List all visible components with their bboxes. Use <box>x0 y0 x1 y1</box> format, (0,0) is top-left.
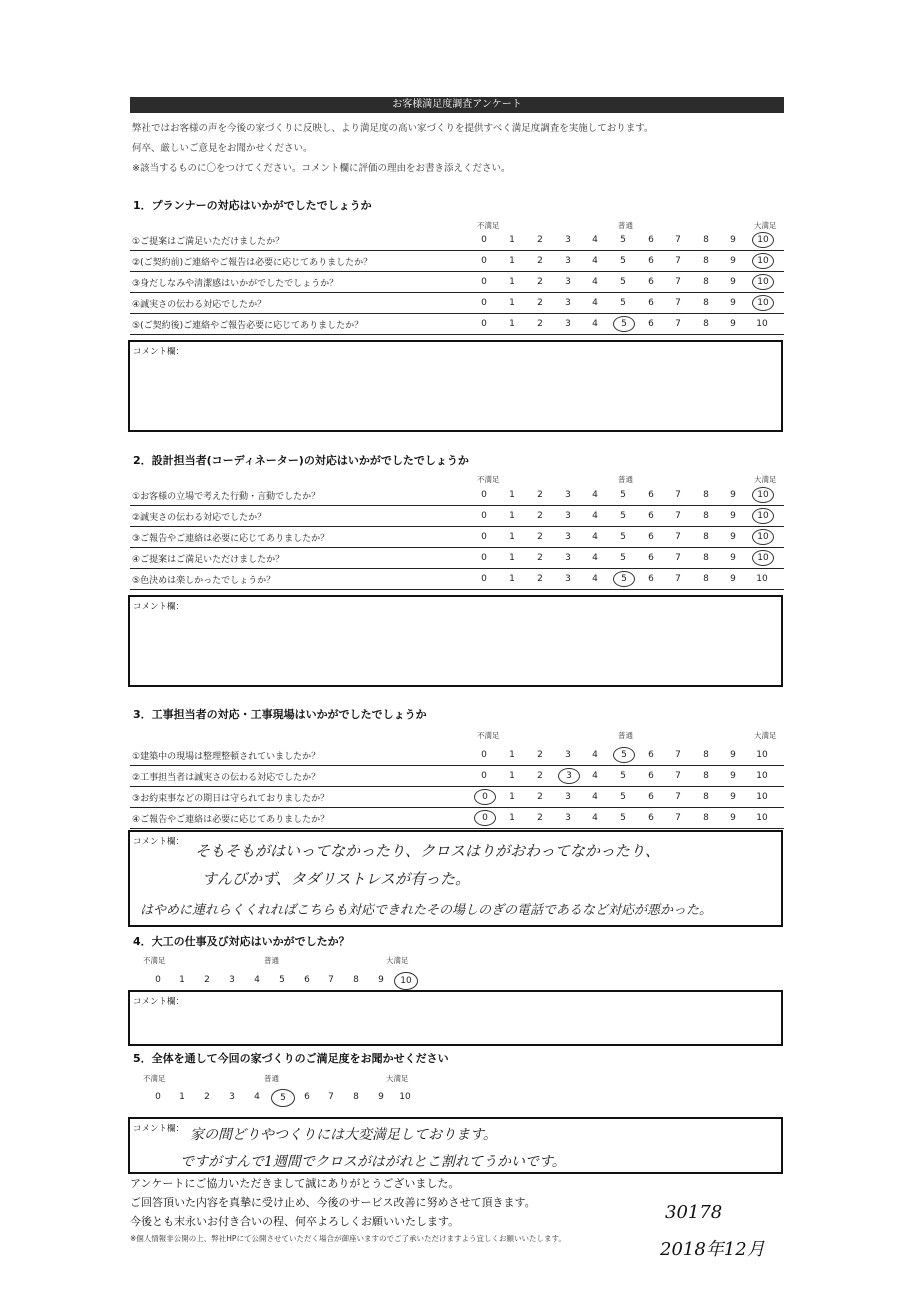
rating-option[interactable]: 9 <box>730 235 736 245</box>
rating-option[interactable]: 6 <box>304 1092 310 1102</box>
rating-option[interactable]: 1 <box>179 975 185 985</box>
rating-option[interactable]: 3 <box>565 511 571 521</box>
section2-comment-box[interactable] <box>128 595 783 687</box>
rating-option[interactable]: 7 <box>675 750 681 760</box>
rating-option[interactable]: 10 <box>756 750 768 760</box>
rating-option[interactable]: 5 <box>620 235 626 245</box>
rating-option[interactable]: 8 <box>703 813 709 823</box>
handwritten-comment-line-2: ですがすんで1週間でクロスがはがれとこ割れてうかいです。 <box>180 1154 566 1170</box>
section4-comment-box[interactable] <box>128 990 783 1046</box>
rating-option[interactable]: 1 <box>509 553 515 563</box>
scale-high-label: 大満足 <box>754 475 777 484</box>
selected-rating[interactable]: 5 <box>613 747 635 763</box>
selected-rating[interactable]: 10 <box>752 487 774 503</box>
rating-option[interactable]: 1 <box>509 256 515 266</box>
rating-option[interactable]: 3 <box>565 532 571 542</box>
rating-option[interactable]: 6 <box>648 235 654 245</box>
rating-option[interactable]: 3 <box>565 490 571 500</box>
section3-title: 3．工事担当者の対応・工事現場はいかがでしたでしょうか <box>133 708 427 721</box>
rating-option[interactable]: 8 <box>703 771 709 781</box>
rating-option[interactable]: 9 <box>730 813 736 823</box>
closing-line-2: ご回答頂いた内容を真摯に受け止め、今後のサービス改善に努めさせて頂きます。 <box>130 1196 536 1209</box>
rating-option[interactable]: 0 <box>481 319 487 329</box>
survey-title-bar: お客様満足度調査アンケート <box>130 97 784 113</box>
rating-option[interactable]: 6 <box>648 750 654 760</box>
rating-option[interactable]: 8 <box>703 298 709 308</box>
selected-rating[interactable]: 10 <box>394 972 418 990</box>
rating-option[interactable]: 2 <box>537 792 543 802</box>
rating-option[interactable]: 1 <box>509 298 515 308</box>
question-text: ⑤色決めは楽しかったでしょうか？ <box>132 576 276 586</box>
intro-line-2: 何卒、厳しいご意見をお聞かせください。 <box>132 143 313 154</box>
comment-label: コメント欄： <box>133 602 185 612</box>
rating-option[interactable]: 1 <box>509 490 515 500</box>
selected-rating[interactable]: 5 <box>613 571 635 587</box>
rating-option[interactable]: 4 <box>592 319 598 329</box>
rating-option[interactable]: 4 <box>254 975 260 985</box>
rating-option[interactable]: 3 <box>565 813 571 823</box>
rating-option[interactable]: 7 <box>675 256 681 266</box>
survey-date: 2018年12月 <box>660 1239 765 1260</box>
rating-option[interactable]: 9 <box>730 574 736 584</box>
question-text: ④ご提案はご満足いただけましたか？ <box>132 555 285 565</box>
rating-option[interactable]: 4 <box>592 277 598 287</box>
rating-option[interactable]: 8 <box>703 490 709 500</box>
question-text: ④誠実さの伝わる対応でしたか？ <box>132 300 267 310</box>
rating-option[interactable]: 9 <box>730 256 736 266</box>
selected-rating[interactable]: 10 <box>752 508 774 524</box>
rating-option[interactable]: 0 <box>481 553 487 563</box>
rating-option[interactable]: 0 <box>481 490 487 500</box>
rating-option[interactable]: 6 <box>648 553 654 563</box>
rating-option[interactable]: 2 <box>537 771 543 781</box>
rating-option[interactable]: 8 <box>703 235 709 245</box>
selected-rating[interactable]: 0 <box>474 789 496 805</box>
rating-option[interactable]: 0 <box>481 750 487 760</box>
question-text: ②誠実さの伝わる対応でしたか？ <box>132 513 267 523</box>
rating-option[interactable]: 0 <box>155 1092 161 1102</box>
rating-option[interactable]: 9 <box>378 975 384 985</box>
rating-option[interactable]: 7 <box>675 553 681 563</box>
question-text: ⑤(ご契約後)ご連絡やご報告必要に応じてありましたか？ <box>132 321 364 331</box>
scale-high-label: 大満足 <box>754 731 777 740</box>
comment-label: コメント欄： <box>133 837 185 847</box>
scale-low-label: 不満足 <box>477 475 500 484</box>
rating-option[interactable]: 3 <box>565 277 571 287</box>
section1-comment-box[interactable] <box>128 340 783 432</box>
rating-option[interactable]: 9 <box>730 553 736 563</box>
rating-option[interactable]: 3 <box>565 750 571 760</box>
rating-option[interactable]: 8 <box>353 975 359 985</box>
rating-option[interactable]: 9 <box>378 1092 384 1102</box>
rating-option[interactable]: 1 <box>509 792 515 802</box>
rating-option[interactable]: 2 <box>537 532 543 542</box>
selected-rating[interactable]: 10 <box>752 550 774 566</box>
rating-option[interactable]: 6 <box>648 813 654 823</box>
rating-option[interactable]: 5 <box>620 256 626 266</box>
scale-mid-label: 普通 <box>618 731 633 740</box>
question-text: ③ご報告やご連絡は必要に応じてありましたか？ <box>132 534 330 544</box>
question-text: ②工事担当者は誠実さの伝わる対応でしたか？ <box>132 773 321 783</box>
question-row <box>130 548 784 569</box>
rating-option[interactable]: 6 <box>648 490 654 500</box>
scale-low-label: 不満足 <box>143 1074 166 1083</box>
rating-option[interactable]: 1 <box>509 532 515 542</box>
rating-option[interactable]: 3 <box>565 298 571 308</box>
rating-option[interactable]: 8 <box>703 511 709 521</box>
rating-option[interactable]: 9 <box>730 792 736 802</box>
handwritten-comment-line-2: すんびかず、タダリストレスが有った。 <box>202 870 471 888</box>
rating-option[interactable]: 3 <box>565 553 571 563</box>
rating-option[interactable]: 6 <box>648 574 654 584</box>
question-text: ②(ご契約前)ご連絡やご報告は必要に応じてありましたか？ <box>132 258 373 268</box>
rating-option[interactable]: 4 <box>254 1092 260 1102</box>
question-text: ①建築中の現場は整理整頓されていましたか？ <box>132 752 321 762</box>
question-row <box>130 485 784 506</box>
selected-rating[interactable]: 3 <box>558 768 580 784</box>
rating-option[interactable]: 4 <box>592 750 598 760</box>
rating-option[interactable]: 10 <box>399 1092 411 1102</box>
rating-option[interactable]: 1 <box>509 574 515 584</box>
rating-option[interactable]: 2 <box>537 490 543 500</box>
rating-option[interactable]: 7 <box>675 490 681 500</box>
rating-option[interactable]: 6 <box>648 256 654 266</box>
rating-option[interactable]: 6 <box>648 532 654 542</box>
rating-option[interactable]: 10 <box>756 771 768 781</box>
rating-option[interactable]: 0 <box>481 574 487 584</box>
rating-option[interactable]: 7 <box>675 235 681 245</box>
question-text: ③お約束事などの期日は守られておりましたか？ <box>132 794 330 804</box>
question-row <box>130 506 784 527</box>
question-row <box>130 230 784 251</box>
rating-option[interactable]: 3 <box>565 792 571 802</box>
rating-option[interactable]: 10 <box>756 813 768 823</box>
rating-option[interactable]: 9 <box>730 771 736 781</box>
rating-option[interactable]: 9 <box>730 277 736 287</box>
rating-option[interactable]: 1 <box>509 750 515 760</box>
rating-option[interactable]: 1 <box>509 511 515 521</box>
intro-line-3: ※該当するものに〇をつけてください。コメント欄に評価の理由をお書き添えください。 <box>132 163 511 174</box>
rating-option[interactable]: 4 <box>592 813 598 823</box>
rating-option[interactable]: 7 <box>328 1092 334 1102</box>
section5-title: 5．全体を通して今回の家づくりのご満足度をお聞かせください <box>133 1052 449 1065</box>
question-text: ④ご報告やご連絡は必要に応じてありましたか？ <box>132 815 330 825</box>
selected-rating[interactable]: 5 <box>271 1089 295 1107</box>
rating-option[interactable]: 7 <box>675 511 681 521</box>
scale-high-label: 大満足 <box>754 221 777 230</box>
selected-rating[interactable]: 10 <box>752 529 774 545</box>
rating-option[interactable]: 3 <box>565 235 571 245</box>
rating-option[interactable]: 6 <box>648 792 654 802</box>
rating-option[interactable]: 6 <box>648 277 654 287</box>
rating-option[interactable]: 3 <box>565 256 571 266</box>
rating-option[interactable]: 0 <box>481 298 487 308</box>
rating-option[interactable]: 6 <box>648 319 654 329</box>
rating-option[interactable]: 7 <box>675 319 681 329</box>
rating-option[interactable]: 1 <box>509 277 515 287</box>
rating-option[interactable]: 0 <box>481 771 487 781</box>
rating-option[interactable]: 10 <box>756 574 768 584</box>
selected-rating[interactable]: 5 <box>613 316 635 332</box>
rating-option[interactable]: 5 <box>620 490 626 500</box>
scale-high-label: 大満足 <box>386 956 409 965</box>
closing-line-3: 今後とも末永いお付き合いの程、何卒よろしくお願いいたします。 <box>130 1215 460 1228</box>
question-row <box>130 272 784 293</box>
rating-option[interactable]: 4 <box>592 490 598 500</box>
rating-option[interactable]: 7 <box>675 298 681 308</box>
rating-option[interactable]: 4 <box>592 298 598 308</box>
selected-rating[interactable]: 0 <box>474 810 496 826</box>
rating-option[interactable]: 7 <box>675 277 681 287</box>
scale-mid-label: 普通 <box>618 475 633 484</box>
section2-title: 2．設計担当者(コーディネーター)の対応はいかがでしたでしょうか <box>133 454 469 467</box>
question-row <box>130 314 784 335</box>
rating-option[interactable]: 8 <box>353 1092 359 1102</box>
rating-option[interactable]: 0 <box>481 256 487 266</box>
intro-line-1: 弊社ではお客様の声を今後の家づくりに反映し、より満足度の高い家づくりを提供すべく満足度調査を実施しております。 <box>132 123 654 134</box>
rating-option[interactable]: 6 <box>648 511 654 521</box>
rating-option[interactable]: 4 <box>592 532 598 542</box>
scale-mid-label: 普通 <box>618 221 633 230</box>
rating-option[interactable]: 1 <box>509 813 515 823</box>
rating-option[interactable]: 5 <box>620 792 626 802</box>
rating-option[interactable]: 3 <box>565 319 571 329</box>
rating-option[interactable]: 2 <box>204 1092 210 1102</box>
handwritten-comment-line-3: はやめに連れらくくれればこちらも対応できれたその場しのぎの電話であるなど対応が悪かった。 <box>140 903 713 918</box>
rating-option[interactable]: 5 <box>620 553 626 563</box>
scale-high-label: 大満足 <box>386 1074 409 1083</box>
survey-id-number: 30178 <box>665 1202 723 1223</box>
question-row <box>130 251 784 272</box>
rating-option[interactable]: 8 <box>703 277 709 287</box>
rating-option[interactable]: 4 <box>592 235 598 245</box>
rating-option[interactable]: 7 <box>675 771 681 781</box>
selected-rating[interactable]: 10 <box>752 253 774 269</box>
rating-option[interactable]: 8 <box>703 256 709 266</box>
rating-option[interactable]: 8 <box>703 532 709 542</box>
rating-option[interactable]: 7 <box>675 532 681 542</box>
rating-option[interactable]: 5 <box>620 511 626 521</box>
comment-label: コメント欄： <box>133 997 185 1007</box>
rating-option[interactable]: 8 <box>703 553 709 563</box>
rating-option[interactable]: 7 <box>675 792 681 802</box>
rating-option[interactable]: 5 <box>620 532 626 542</box>
rating-option[interactable]: 7 <box>328 975 334 985</box>
rating-option[interactable]: 5 <box>620 277 626 287</box>
rating-option[interactable]: 2 <box>537 235 543 245</box>
section1-title: 1．プランナーの対応はいかがでしたでしょうか <box>133 199 372 212</box>
rating-option[interactable]: 2 <box>204 975 210 985</box>
rating-option[interactable]: 9 <box>730 511 736 521</box>
rating-option[interactable]: 10 <box>756 792 768 802</box>
question-row <box>130 808 784 829</box>
rating-option[interactable]: 2 <box>537 256 543 266</box>
rating-option[interactable]: 1 <box>179 1092 185 1102</box>
rating-option[interactable]: 2 <box>537 574 543 584</box>
rating-option[interactable]: 0 <box>481 511 487 521</box>
rating-option[interactable]: 9 <box>730 319 736 329</box>
scale-low-label: 不満足 <box>477 731 500 740</box>
scale-low-label: 不満足 <box>143 956 166 965</box>
rating-option[interactable]: 4 <box>592 574 598 584</box>
rating-option[interactable]: 6 <box>648 298 654 308</box>
question-text: ③身だしなみや清潔感はいかがでしたでしょうか？ <box>132 279 339 289</box>
rating-option[interactable]: 1 <box>509 235 515 245</box>
section4-title: 4．大工の仕事及び対応はいかがでしたか？ <box>133 935 350 948</box>
rating-option[interactable]: 2 <box>537 511 543 521</box>
rating-option[interactable]: 2 <box>537 277 543 287</box>
handwritten-comment-line-1: 家の間どりやつくりには大変満足しております。 <box>190 1127 497 1143</box>
rating-option[interactable]: 4 <box>592 256 598 266</box>
scale-mid-label: 普通 <box>264 956 279 965</box>
rating-option[interactable]: 8 <box>703 750 709 760</box>
rating-option[interactable]: 2 <box>537 319 543 329</box>
rating-option[interactable]: 9 <box>730 490 736 500</box>
rating-option[interactable]: 2 <box>537 553 543 563</box>
section5-comment-box[interactable] <box>128 1117 783 1174</box>
rating-option[interactable]: 1 <box>509 771 515 781</box>
rating-option[interactable]: 9 <box>730 750 736 760</box>
rating-option[interactable]: 8 <box>703 574 709 584</box>
rating-option[interactable]: 4 <box>592 771 598 781</box>
question-row <box>130 766 784 787</box>
rating-option[interactable]: 6 <box>648 771 654 781</box>
rating-option[interactable]: 3 <box>229 975 235 985</box>
selected-rating[interactable]: 10 <box>752 232 774 248</box>
rating-option[interactable]: 9 <box>730 532 736 542</box>
rating-option[interactable]: 5 <box>620 771 626 781</box>
question-row <box>130 293 784 314</box>
rating-option[interactable]: 5 <box>620 813 626 823</box>
rating-option[interactable]: 0 <box>481 277 487 287</box>
rating-option[interactable]: 3 <box>565 574 571 584</box>
privacy-footnote: ※個人情報非公開の上、弊社HPにて公開させていただく場合が御座いますのでご了承いただけますよう宜しくお願いいたします。 <box>130 1234 566 1243</box>
rating-option[interactable]: 4 <box>592 553 598 563</box>
rating-option[interactable]: 2 <box>537 750 543 760</box>
rating-option[interactable]: 10 <box>756 319 768 329</box>
scale-mid-label: 普通 <box>264 1074 279 1083</box>
rating-option[interactable]: 3 <box>229 1092 235 1102</box>
rating-option[interactable]: 4 <box>592 792 598 802</box>
rating-option[interactable]: 8 <box>703 792 709 802</box>
scale-low-label: 不満足 <box>477 221 500 230</box>
comment-label: コメント欄： <box>133 1124 185 1134</box>
rating-option[interactable]: 7 <box>675 813 681 823</box>
rating-option[interactable]: 4 <box>592 511 598 521</box>
rating-option[interactable]: 6 <box>304 975 310 985</box>
rating-option[interactable]: 5 <box>279 975 285 985</box>
comment-label: コメント欄： <box>133 347 185 357</box>
question-text: ①お客様の立場で考えた行動・言動でしたか？ <box>132 492 321 502</box>
rating-option[interactable]: 0 <box>481 532 487 542</box>
question-row <box>130 569 784 590</box>
selected-rating[interactable]: 10 <box>752 295 774 311</box>
rating-option[interactable]: 1 <box>509 319 515 329</box>
rating-option[interactable]: 7 <box>675 574 681 584</box>
rating-option[interactable]: 0 <box>481 235 487 245</box>
selected-rating[interactable]: 10 <box>752 274 774 290</box>
section3-comment-box[interactable] <box>128 830 783 927</box>
question-row <box>130 745 784 766</box>
question-row <box>130 787 784 808</box>
rating-option[interactable]: 0 <box>155 975 161 985</box>
question-row <box>130 527 784 548</box>
rating-option[interactable]: 5 <box>620 298 626 308</box>
rating-option[interactable]: 8 <box>703 319 709 329</box>
rating-option[interactable]: 9 <box>730 298 736 308</box>
rating-option[interactable]: 2 <box>537 298 543 308</box>
question-text: ①ご提案はご満足いただけましたか？ <box>132 237 285 247</box>
rating-option[interactable]: 2 <box>537 813 543 823</box>
closing-line-1: アンケートにご協力いただきまして誠にありがとうございました。 <box>130 1177 460 1190</box>
handwritten-comment-line-1: そもそもがはいってなかったり、クロスはりがおわってなかったり、 <box>195 842 660 860</box>
